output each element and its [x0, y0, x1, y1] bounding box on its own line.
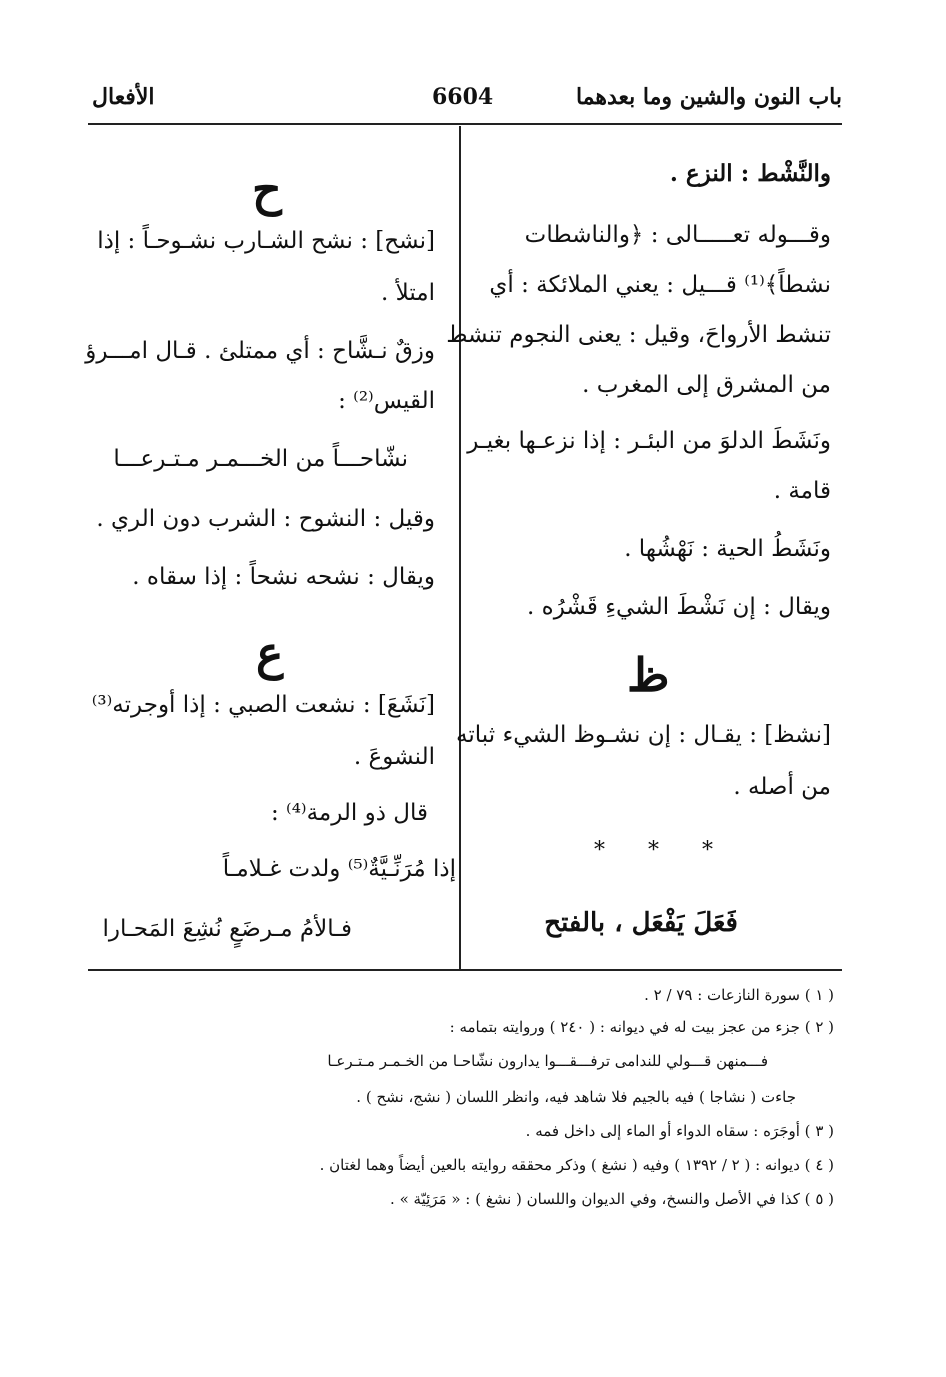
footnote: ( ٣ ) أوجَرَه : سقاه الدواء أو الماء إلى داخل فمه .: [525, 1122, 834, 1140]
left-line: النشوعَ .: [353, 744, 435, 770]
left-line: [نَشَعَ] : نشعت الصبي : إذا أوجرته⁽³⁾: [91, 692, 435, 718]
column-divider: [459, 126, 461, 969]
section-separator-stars: * * *: [594, 838, 731, 863]
right-line: ونَشَطُ الحية : نَهْشُها .: [624, 536, 831, 562]
verse-line: فـالأمُ مـرضَعٍ نُشِعَ المَحـارا: [102, 916, 352, 942]
right-line: [نشظ] : يقـال : إن نشـوظ الشيء ثباته: [456, 722, 831, 748]
right-line: قامة .: [773, 478, 831, 504]
section-letter-zah: ظ: [627, 648, 670, 702]
left-line: امتلأ .: [381, 280, 435, 306]
left-line: القيس⁽²⁾ :: [338, 388, 435, 414]
verse-line: إذا مُرَنِّـيَّةٌ⁽⁵⁾ ولدت غـلامـاً: [222, 856, 456, 882]
footnote: ( ٢ ) جزء من عجز بيت له في ديوانه : ( ٢٤٠ ) وروايته بتمامه :: [449, 1018, 834, 1036]
footnote-rule: [88, 969, 842, 971]
footnote: جاءت ( نشاجا ) فيه بالجيم فلا شاهد فيه، وانظر اللسان ( نشج، نشح ) .: [356, 1088, 796, 1106]
right-line: ونَشَطَ الدلوَ من البئـر : إذا نزعـها بغيـر: [467, 428, 831, 454]
right-line: ويقال : إن نَشْطَ الشيءِ قَشْرُه .: [527, 594, 831, 620]
left-line: وزقٌ نـشَّاح : أي ممتلئ . قـال امـــرؤ: [85, 338, 435, 364]
header-rule: [88, 123, 842, 125]
right-line: من المشرق إلى المغرب .: [582, 372, 831, 398]
left-line: وقيل : النشوح : الشرب دون الري .: [96, 506, 435, 532]
footnote: ( ٥ ) كذا في الأصل والنسخ، وفي الديوان واللسان ( نشغ ) : « مَرَئِيّة » .: [390, 1190, 834, 1208]
page-number: 6604: [432, 84, 494, 110]
chapter-heading: فَعَلَ يَفْعَل ، بالفتح: [544, 908, 738, 938]
right-line: من أصله .: [733, 774, 831, 800]
footnote: ( ١ ) سورة النازعات : ٧٩ / ٢ .: [644, 986, 834, 1004]
page-header-left-title: الأفعال: [92, 84, 155, 110]
footnote-verse: فـــمنهن قـــولي للندامى ترفـــقـــوا يدارون نشّاحـا من الخـمـر مـتـرعـا: [327, 1052, 768, 1070]
footnote: ( ٤ ) ديوانه : ( ٢ / ١٣٩٢ ) وفيه ( نشغ ) وذكر محققه روايته بالعين أيضاً وهما لغتان .: [319, 1156, 834, 1174]
verse-line: نشّاحـــاً من الخـــمـر مـتـرعـــا: [113, 446, 408, 472]
section-letter-ain: ع: [256, 626, 284, 680]
section-letter-ha: ح: [252, 162, 282, 216]
right-line: والنَّشْط : النزع .: [669, 160, 831, 187]
right-line: وقـــوله تعـــــالى : ﴿والناشطات: [524, 222, 831, 248]
left-line: ويقال : نشحه نشحاً : إذا سقاه .: [132, 564, 435, 590]
right-line: تنشط الأرواحَ، وقيل : يعنى النجوم تنشط: [446, 322, 831, 348]
left-line: [نشح] : نشح الشـارب نشـوحـاً : إذا: [97, 228, 435, 254]
left-line: قال ذو الرمة⁽⁴⁾ :: [270, 800, 428, 826]
right-line: نشطاً﴾⁽¹⁾ قـــيل : يعني الملائكة : أي: [489, 272, 831, 298]
page-header-right-title: باب النون والشين وما بعدهما: [575, 84, 842, 110]
